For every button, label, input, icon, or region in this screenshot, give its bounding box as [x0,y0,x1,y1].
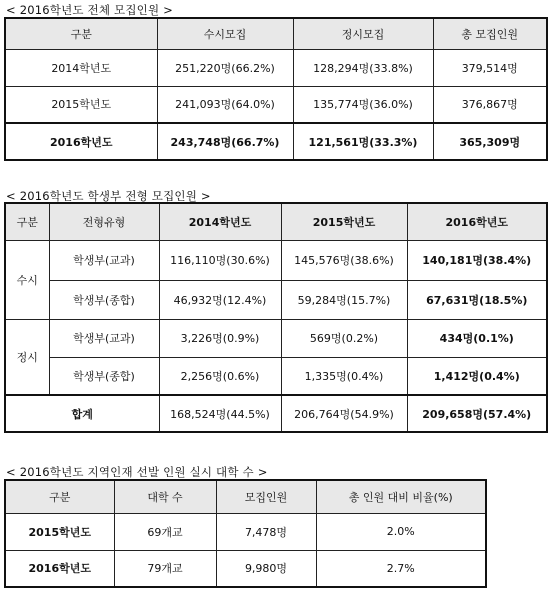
cell-susi: 243,748명(66.7%) [157,123,293,160]
table-row [5,550,486,587]
cell-recruit: 7,478명 [216,513,316,550]
cell-2016: 1,412명(0.4%) [407,357,547,395]
table-row [5,123,547,160]
cell-univ-count: 79개교 [114,550,216,587]
row-year: 2016학년도 [5,123,157,160]
row-year: 2016학년도 [5,550,114,587]
header-category: 구분 [5,18,157,49]
cell-2014: 2,256명(0.6%) [159,357,281,395]
cell-total: 365,309명 [433,123,547,160]
cell-2016: 140,181명(38.4%) [407,240,547,280]
total-2015: 206,764명(54.9%) [281,395,407,432]
cell-2014: 3,226명(0.9%) [159,319,281,357]
cell-2015: 145,576명(38.6%) [281,240,407,280]
header-ratio: 총 인원 대비 비율(%) [316,480,486,513]
header-2014: 2014학년도 [159,203,281,240]
cell-ratio: 2.0% [316,513,486,550]
cell-type: 학생부(교과) [49,319,159,357]
cell-2016: 67,631명(18.5%) [407,280,547,319]
table-row [5,513,486,550]
header-recruit: 모집인원 [216,480,316,513]
student-record-table [4,202,548,433]
table-row [5,357,547,395]
total-2016: 209,658명(57.4%) [407,395,547,432]
total-2014: 168,524명(44.5%) [159,395,281,432]
table-row [5,240,547,280]
cell-ratio: 2.7% [316,550,486,587]
cell-univ-count: 69개교 [114,513,216,550]
header-susi: 수시모집 [157,18,293,49]
header-2016: 2016학년도 [407,203,547,240]
cell-total: 376,867명 [433,86,547,123]
header-2015: 2015학년도 [281,203,407,240]
cell-susi: 251,220명(66.2%) [157,49,293,86]
section3-caption: < 2016학년도 지역인재 선발 인원 실시 대학 수 > [6,465,268,479]
group-susi: 수시 [5,240,49,319]
table-row [5,86,547,123]
cell-2015: 59,284명(15.7%) [281,280,407,319]
header-jeongsi: 정시모집 [293,18,433,49]
header-univ-count: 대학 수 [114,480,216,513]
total-label: 합계 [5,395,159,432]
cell-recruit: 9,980명 [216,550,316,587]
table-row [5,280,547,319]
row-year: 2015학년도 [5,513,114,550]
cell-2015: 569명(0.2%) [281,319,407,357]
total-recruitment-table [4,17,548,161]
cell-type: 학생부(종합) [49,357,159,395]
cell-type: 학생부(교과) [49,240,159,280]
cell-jeongsi: 128,294명(33.8%) [293,49,433,86]
table-row [5,49,547,86]
group-jeongsi: 정시 [5,319,49,395]
header-type: 전형유형 [49,203,159,240]
row-year: 2015학년도 [5,86,157,123]
header-category: 구분 [5,480,114,513]
cell-susi: 241,093명(64.0%) [157,86,293,123]
header-total: 총 모집인원 [433,18,547,49]
table-row [5,395,547,432]
section1-caption: < 2016학년도 전체 모집인원 > [6,3,173,17]
row-year: 2014학년도 [5,49,157,86]
cell-jeongsi: 121,561명(33.3%) [293,123,433,160]
regional-talent-table [4,479,487,588]
header-category: 구분 [5,203,49,240]
cell-jeongsi: 135,774명(36.0%) [293,86,433,123]
cell-2014: 116,110명(30.6%) [159,240,281,280]
section2-caption: < 2016학년도 학생부 전형 모집인원 > [6,189,211,203]
cell-2015: 1,335명(0.4%) [281,357,407,395]
cell-2014: 46,932명(12.4%) [159,280,281,319]
cell-type: 학생부(종합) [49,280,159,319]
table-row [5,319,547,357]
cell-total: 379,514명 [433,49,547,86]
cell-2016: 434명(0.1%) [407,319,547,357]
